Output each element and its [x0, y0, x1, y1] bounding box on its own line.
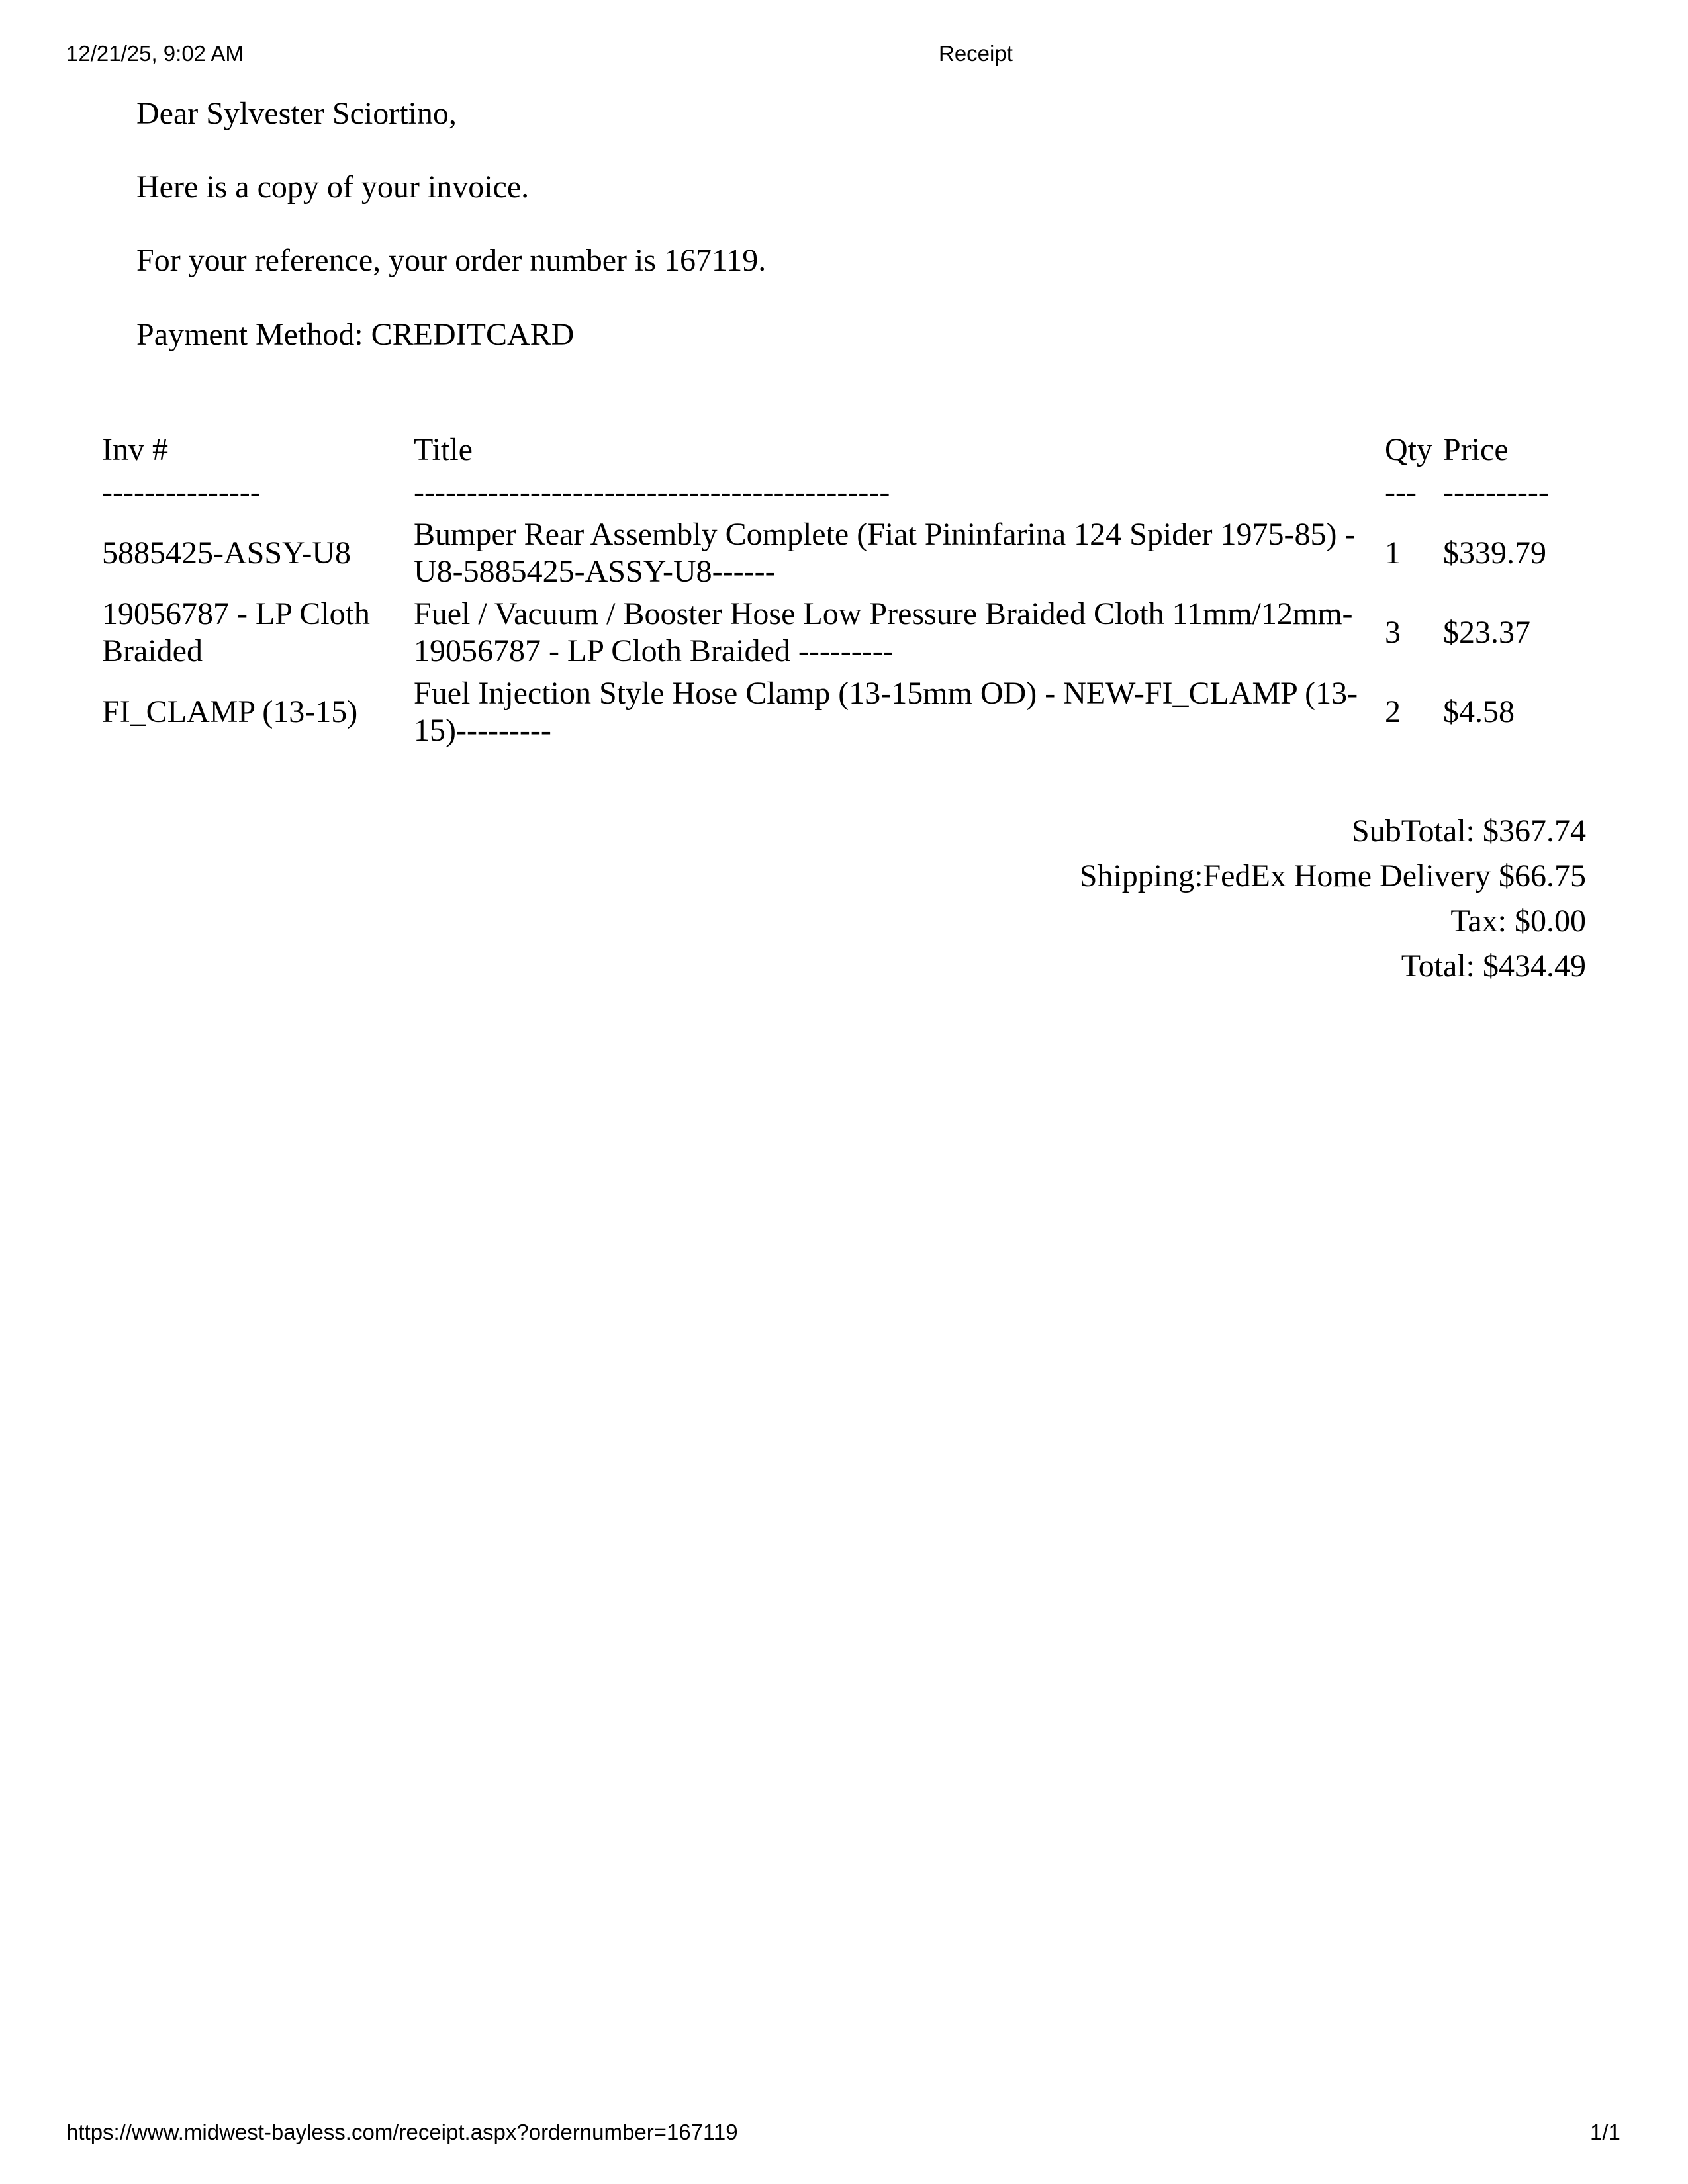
separator-inv: ---------------	[102, 475, 261, 510]
greeting: Dear Sylvester Sciortino,	[136, 96, 457, 131]
print-datetime: 12/21/25, 9:02 AM	[66, 41, 244, 66]
header-price: Price	[1443, 432, 1509, 467]
separator-title: ---------------------------------------------	[414, 475, 890, 510]
shipping: Shipping:FedEx Home Delivery $66.75	[1079, 858, 1586, 893]
order-summary	[1080, 809, 1586, 989]
table-separator-row	[97, 471, 1560, 514]
header-inv: Inv #	[102, 432, 168, 467]
intro-text: Here is a copy of your invoice.	[136, 169, 530, 205]
row-price: $23.37	[1443, 615, 1530, 650]
total: Total: $434.49	[1401, 948, 1586, 983]
subtotal: SubTotal: $367.74	[1352, 813, 1586, 848]
print-page-number: 1/1	[1590, 2120, 1620, 2144]
table-header-row	[97, 429, 1560, 471]
print-url: https://www.midwest-bayless.com/receipt.aspx?ordernumber=167119	[66, 2120, 738, 2144]
row-inv: 5885425-ASSY-U8	[102, 535, 352, 570]
row-qty: 1	[1385, 535, 1401, 570]
row-inv: FI_CLAMP (13-15)	[102, 694, 358, 729]
separator-qty: ---	[1385, 475, 1417, 510]
row-inv: 19056787 - LP Cloth Braided	[102, 596, 370, 668]
payment-method: Payment Method: CREDITCARD	[136, 317, 575, 352]
table-row	[97, 672, 1560, 752]
tax: Tax: $0.00	[1450, 903, 1586, 938]
row-title: Fuel / Vacuum / Booster Hose Low Pressure Braided Cloth 11mm/12mm- 19056787 - LP Cloth Braided ---------	[414, 596, 1353, 668]
print-page-title: Receipt	[939, 41, 1013, 66]
invoice-table	[97, 429, 1560, 752]
header-title: Title	[414, 432, 473, 467]
header-qty: Qty	[1385, 432, 1432, 467]
row-title: Fuel Injection Style Hose Clamp (13-15mm OD) - NEW-FI_CLAMP (13-15)---------	[414, 676, 1358, 748]
table-row	[97, 593, 1560, 672]
row-price: $4.58	[1443, 694, 1515, 729]
table-row	[97, 514, 1560, 593]
order-reference: For your reference, your order number is 167119.	[136, 243, 767, 278]
row-qty: 2	[1385, 694, 1401, 729]
row-price: $339.79	[1443, 535, 1546, 570]
row-qty: 3	[1385, 615, 1401, 650]
row-title: Bumper Rear Assembly Complete (Fiat Pininfarina 124 Spider 1975-85) - U8-5885425-ASSY-U8------	[414, 517, 1356, 589]
separator-price: ----------	[1443, 475, 1549, 510]
